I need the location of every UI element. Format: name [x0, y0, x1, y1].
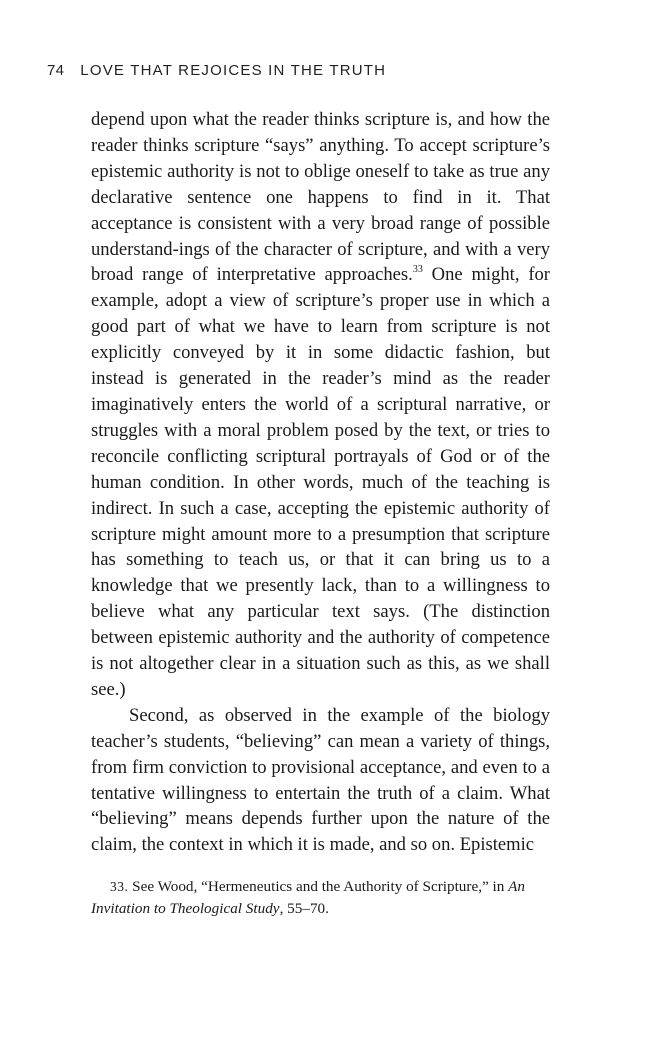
footnote-book-title: An Invitation to Theological Study: [91, 878, 526, 917]
footnote-number: 33.: [110, 879, 129, 894]
paragraph-1-text-b: One might, for example, adopt a view of scripture’s proper use in which a good part of what we have to learn from scripture is not explicitly conveyed by it in some didactic fashion, but instead is generated in the reader’s mind as the reader imaginatively enters the world of a scriptural narrative, or struggles with a moral problem posed by the text, or tries to reconcile conflicting scriptural portrayals of God or of the human condition. In other words, much of the teaching is indirect. In such a case, accepting the epistemic authority of scripture might amount more to a presumption that scripture has something to teach us, or that it can bring us to a knowledge that we presently lack, than to a willingness to believe what any particular text says. (The distinction between epistemic authority and the authority of competence is not altogether clear in a situation such as this, as we shall see.): [91, 264, 551, 700]
main-text: [91, 107, 550, 858]
footnote-33: [91, 876, 550, 920]
paragraph-2: Second, as observed in the example of the biology teacher’s students, “believing” can mean a variety of things, from firm conviction to provisional acceptance, and even to a tentative willingness to entertain the truth of a claim. What “believing” means depends further upon the nature of the claim, the context in which it is made, and so on. Epistemic: [91, 704, 550, 856]
footnote-reference-33: 33: [412, 264, 423, 276]
paragraph-1-text-a: depend upon what the reader thinks scripture is, and how the reader thinks scripture “says” anything. To accept scripture’s epistemic authority is not to oblige oneself to take as true any declarative sentence one happens to find in it. That acceptance is consistent with a very broad range of possible understand-ings of the character of scripture, and with a very broad range of interpretative approaches.: [91, 109, 550, 286]
page-header: [47, 62, 386, 79]
running-title: LOVE THAT REJOICES IN THE TRUTH: [80, 62, 387, 79]
paragraph-1: [91, 107, 550, 703]
footnote-text-a: See Wood, “Hermeneutics and the Authority of Scripture,” in: [128, 878, 509, 895]
page-number: 74: [47, 62, 65, 79]
footnote-text-b: , 55–70.: [279, 900, 329, 917]
footnotes: [91, 876, 550, 920]
